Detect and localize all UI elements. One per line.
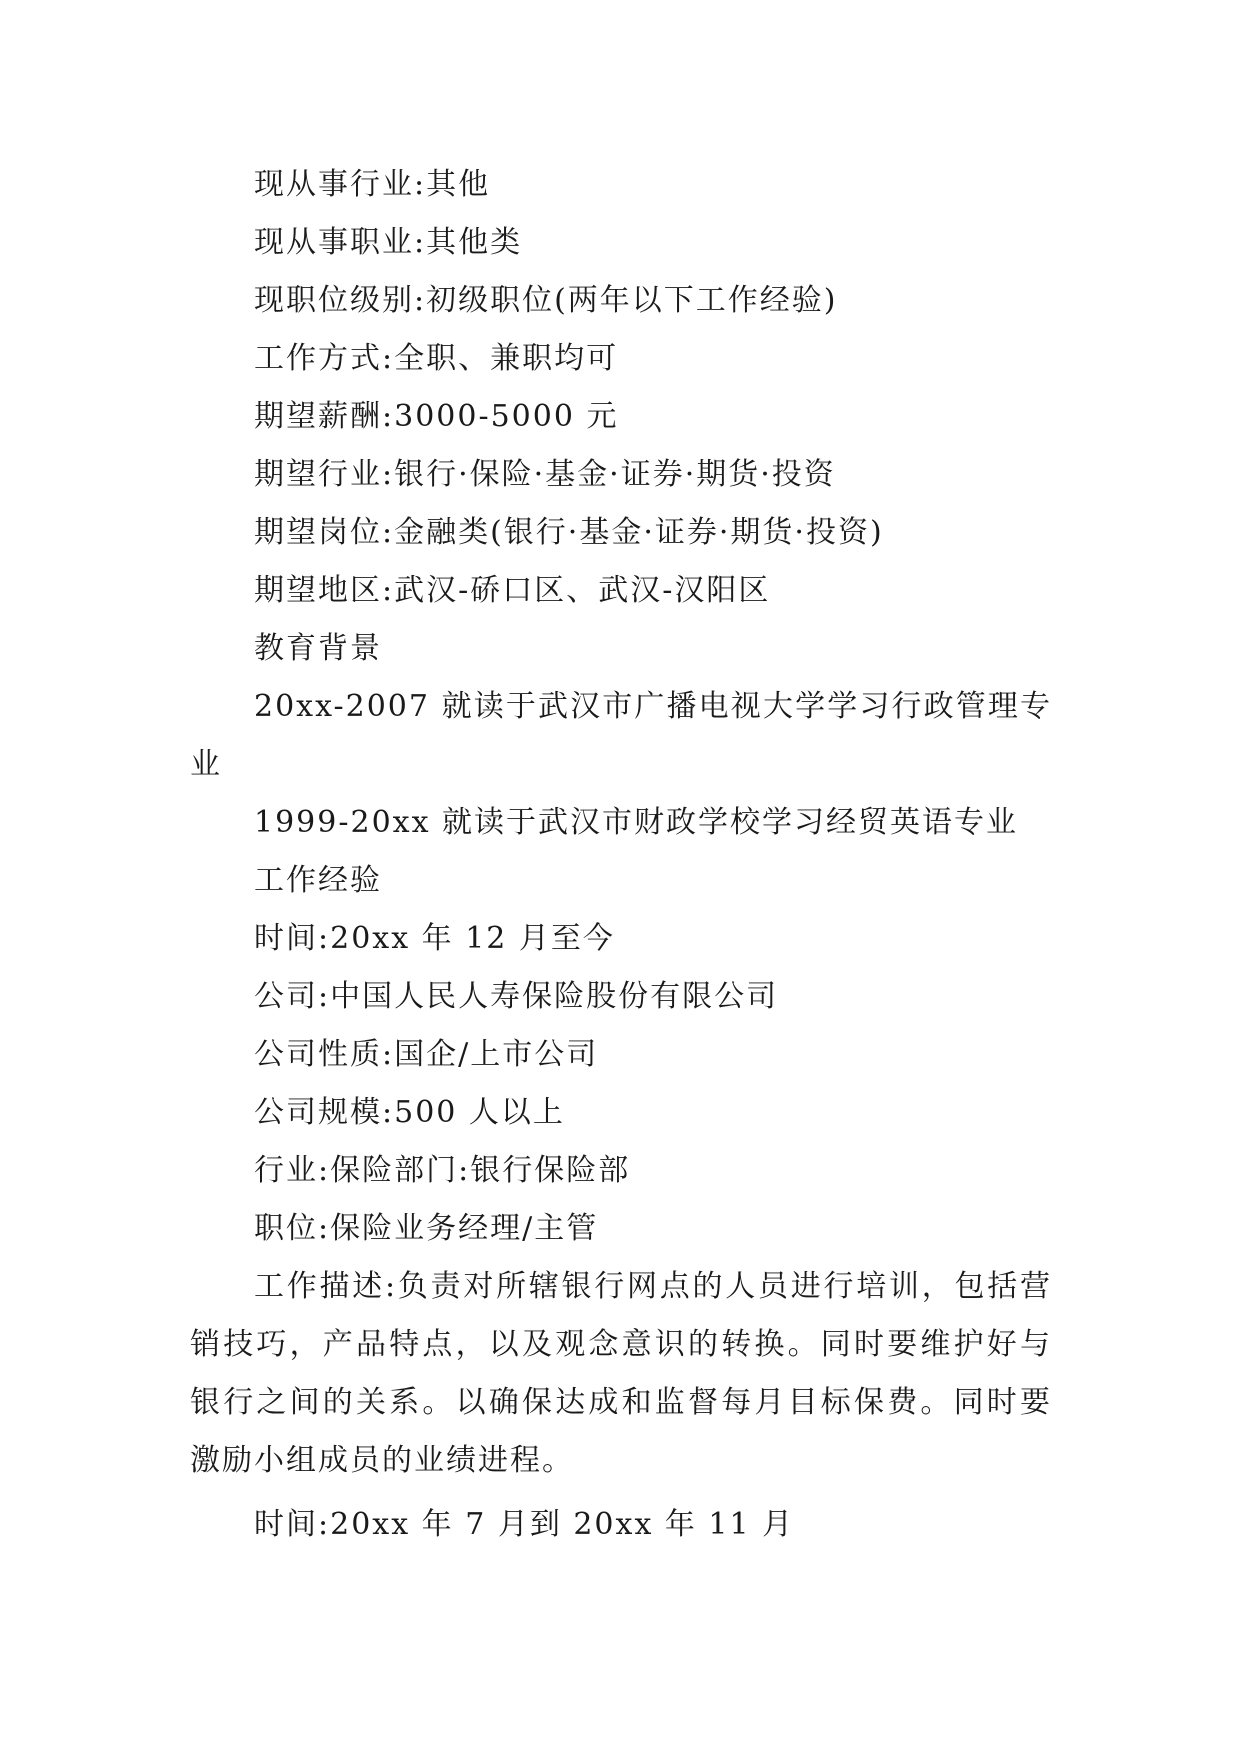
work-experience-heading: 工作经验 [254, 863, 382, 898]
job-1-company-size: 公司规模:500 人以上 [254, 1095, 565, 1130]
job-1-company-type: 公司性质:国企/上市公司 [254, 1037, 599, 1072]
expected-industry: 期望行业:银行·保险·基金·证券·期货·投资 [254, 457, 836, 492]
education-entry-2: 1999-20xx 就读于武汉市财政学校学习经贸英语专业 [254, 805, 1019, 840]
expected-position: 期望岗位:金融类(银行·基金·证券·期货·投资) [254, 515, 884, 550]
current-occupation: 现从事职业:其他类 [254, 225, 523, 260]
job-1-period: 时间:20xx 年 12 月至今 [254, 921, 615, 956]
expected-region: 期望地区:武汉-硚口区、武汉-汉阳区 [254, 573, 771, 608]
education-entry-1: 20xx-2007 就读于武汉市广播电视大学学习行政管理专业 [190, 689, 1052, 782]
current-position-level: 现职位级别:初级职位(两年以下工作经验) [254, 283, 838, 318]
job-1-title: 职位:保险业务经理/主管 [254, 1211, 599, 1246]
job-1-company: 公司:中国人民人寿保险股份有限公司 [254, 979, 779, 1014]
job-2-period: 时间:20xx 年 7 月到 20xx 年 11 月 [254, 1507, 795, 1542]
education-heading: 教育背景 [254, 631, 382, 666]
job-1-description: 工作描述:负责对所辖银行网点的人员进行培训，包括营销技巧，产品特点，以及观念意识的转换。同时要维护好与银行之间的关系。以确保达成和监督每月目标保费。同时要激励小组成员的业绩进程。 [190, 1269, 1052, 1478]
expected-salary: 期望薪酬:3000-5000 元 [254, 399, 619, 434]
document-body [190, 156, 1052, 1554]
work-mode: 工作方式:全职、兼职均可 [254, 341, 619, 376]
job-1-industry: 行业:保险部门:银行保险部 [254, 1153, 631, 1188]
current-industry: 现从事行业:其他 [254, 167, 491, 202]
